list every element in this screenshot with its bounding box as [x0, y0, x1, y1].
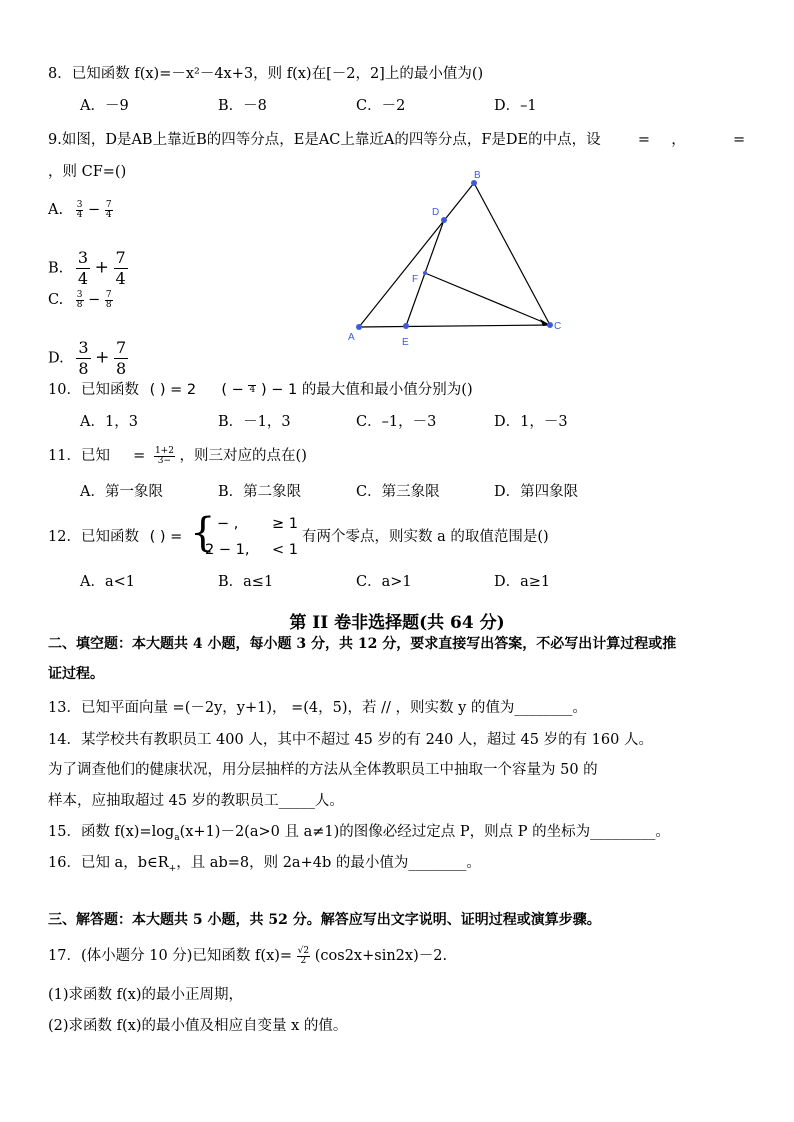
label-c: C [554, 321, 562, 332]
label-a: A [348, 332, 355, 343]
q8-option-c: C．－2 [356, 98, 406, 114]
q11-option-d: D．第四象限 [494, 484, 579, 500]
point-a [356, 324, 362, 330]
q12-case1-expr: − , [217, 516, 239, 532]
q8-option-a: A．－9 [80, 98, 129, 114]
point-d [441, 217, 447, 223]
q9-option-a: A. $\frac{3}{4}$ − $\frac{7}{4}$ [48, 199, 112, 220]
q11-option-a: A．第一象限 [80, 484, 163, 500]
q9-stem-eq1: = [637, 132, 651, 148]
solve-header: 三、解答题：本大题共 5 小题，共 52 分。解答应写出文字说明、证明过程或演算步骤。 [48, 912, 601, 928]
q12-option-a: A．a<1 [80, 574, 135, 590]
point-e [403, 323, 409, 329]
q8-option-b: B．－8 [218, 98, 267, 114]
q12-case2-cond: < 1 [272, 542, 298, 558]
q12-stem-a: 12．已知函数 ( ) = [48, 529, 183, 545]
q9-stem-comma: ， [671, 132, 686, 148]
q9-stem-text: 9.如图，D是AB上靠近B的四等分点，E是AC上靠近A的四等分点，F是DE的中点，设 [48, 132, 601, 148]
q17-part2: (2)求函数 f(x)的最小值及相应自变量 x 的值。 [48, 1018, 348, 1034]
q9-triangle-figure [340, 165, 580, 350]
q10-stem: 10．已知函数 ( ) = 2 ( − 4 ) − 1 的最大值和最小值分别为() [48, 382, 473, 398]
fill-header-line2: 证过程。 [48, 666, 104, 682]
q14-line2: 为了调查他们的健康状况，用分层抽样的方法从全体教职员工中抽取一个容量为 50 的 [48, 762, 598, 778]
part2-title: 第 II 卷非选择题(共 64 分) [289, 613, 505, 633]
q17-stem: 17．(体小题分 10 分)已知函数 f(x)= $\frac{√2}{2}$ (cos2x+sin2x)－2. [48, 945, 448, 966]
label-d: D [432, 207, 440, 218]
q12-stem-c: 有两个零点，则实数 a 的取值范围是() [302, 529, 549, 545]
q10-option-a: A．1，3 [80, 414, 138, 430]
segment-fc [425, 273, 550, 325]
q11-stem: 11．已知 = $\frac{1+2}{3-}$ ，则三对应的点在() [48, 445, 307, 466]
q9-option-c: C. $\frac{3}{8}$ − $\frac{7}{8}$ [48, 289, 112, 310]
segment-bc [474, 183, 550, 325]
q10-option-d: D．1，－3 [494, 414, 568, 430]
point-c [547, 322, 553, 328]
label-f: F [412, 274, 419, 285]
q11-option-b: B．第二象限 [218, 484, 302, 500]
q10-option-c: C．–1，－3 [356, 414, 437, 430]
q9-option-d: D. $\frac{3}{8}$ + $\frac{7}{8}$ [48, 338, 127, 378]
label-e: E [402, 337, 409, 348]
fill-header-line1: 二、填空题：本大题共 4 小题，每小题 3 分，共 12 分，要求直接写出答案，不必写出计算过程或推 [48, 636, 677, 652]
segment-ac [359, 325, 550, 327]
q11-option-c: C．第三象限 [356, 484, 440, 500]
q12-option-b: B．a≤1 [218, 574, 274, 590]
q16: 16．已知 a，$b\in R_+$，且 ab=8，则 2a+4b 的最小值为________。 [48, 855, 481, 874]
q12-case2-expr: 2 − 1, [205, 542, 250, 558]
piecewise-brace: { [190, 510, 216, 556]
q17-part1: (1)求函数 f(x)的最小正周期， [48, 987, 244, 1003]
q14-line1: 14．某学校共有教职员工 400 人，其中不超过 45 岁的有 240 人，超过 45 岁的有 160 人。 [48, 732, 653, 748]
q12-option-d: D．a≥1 [494, 574, 551, 590]
q9-option-b: B. $\frac{3}{4}$ + $\frac{7}{4}$ [48, 248, 126, 288]
q12-option-c: C．a>1 [356, 574, 412, 590]
point-f [423, 271, 427, 275]
q15: 15．函数 $f(x)=\log_a(x+1)-2(a>0$ 且 a≠1)的图像必经过定点 P，则点 P 的坐标为_________。 [48, 824, 670, 843]
segment-ab [359, 183, 474, 327]
q12-case1-cond: ≥ 1 [272, 516, 298, 532]
q8-stem: 8．已知函数 f(x)=－x²－4x+3，则 f(x)在[－2，2]上的最小值为() [48, 66, 484, 82]
q9-stem [48, 130, 686, 150]
q10-option-b: B．－1，3 [218, 414, 291, 430]
label-b: B [474, 170, 481, 181]
q14-line3: 样本，应抽取超过 45 岁的教职员工_____人。 [48, 793, 344, 809]
q8-option-d: D．–1 [494, 98, 537, 114]
q9-stem-tail: ，则 CF=() [48, 164, 127, 180]
q9-stem-eq2: = [733, 132, 746, 148]
q13: 13．已知平面向量 =(－2y，y+1)， =(4，5)，若 // ，则实数 y 的值为________。 [48, 700, 587, 716]
